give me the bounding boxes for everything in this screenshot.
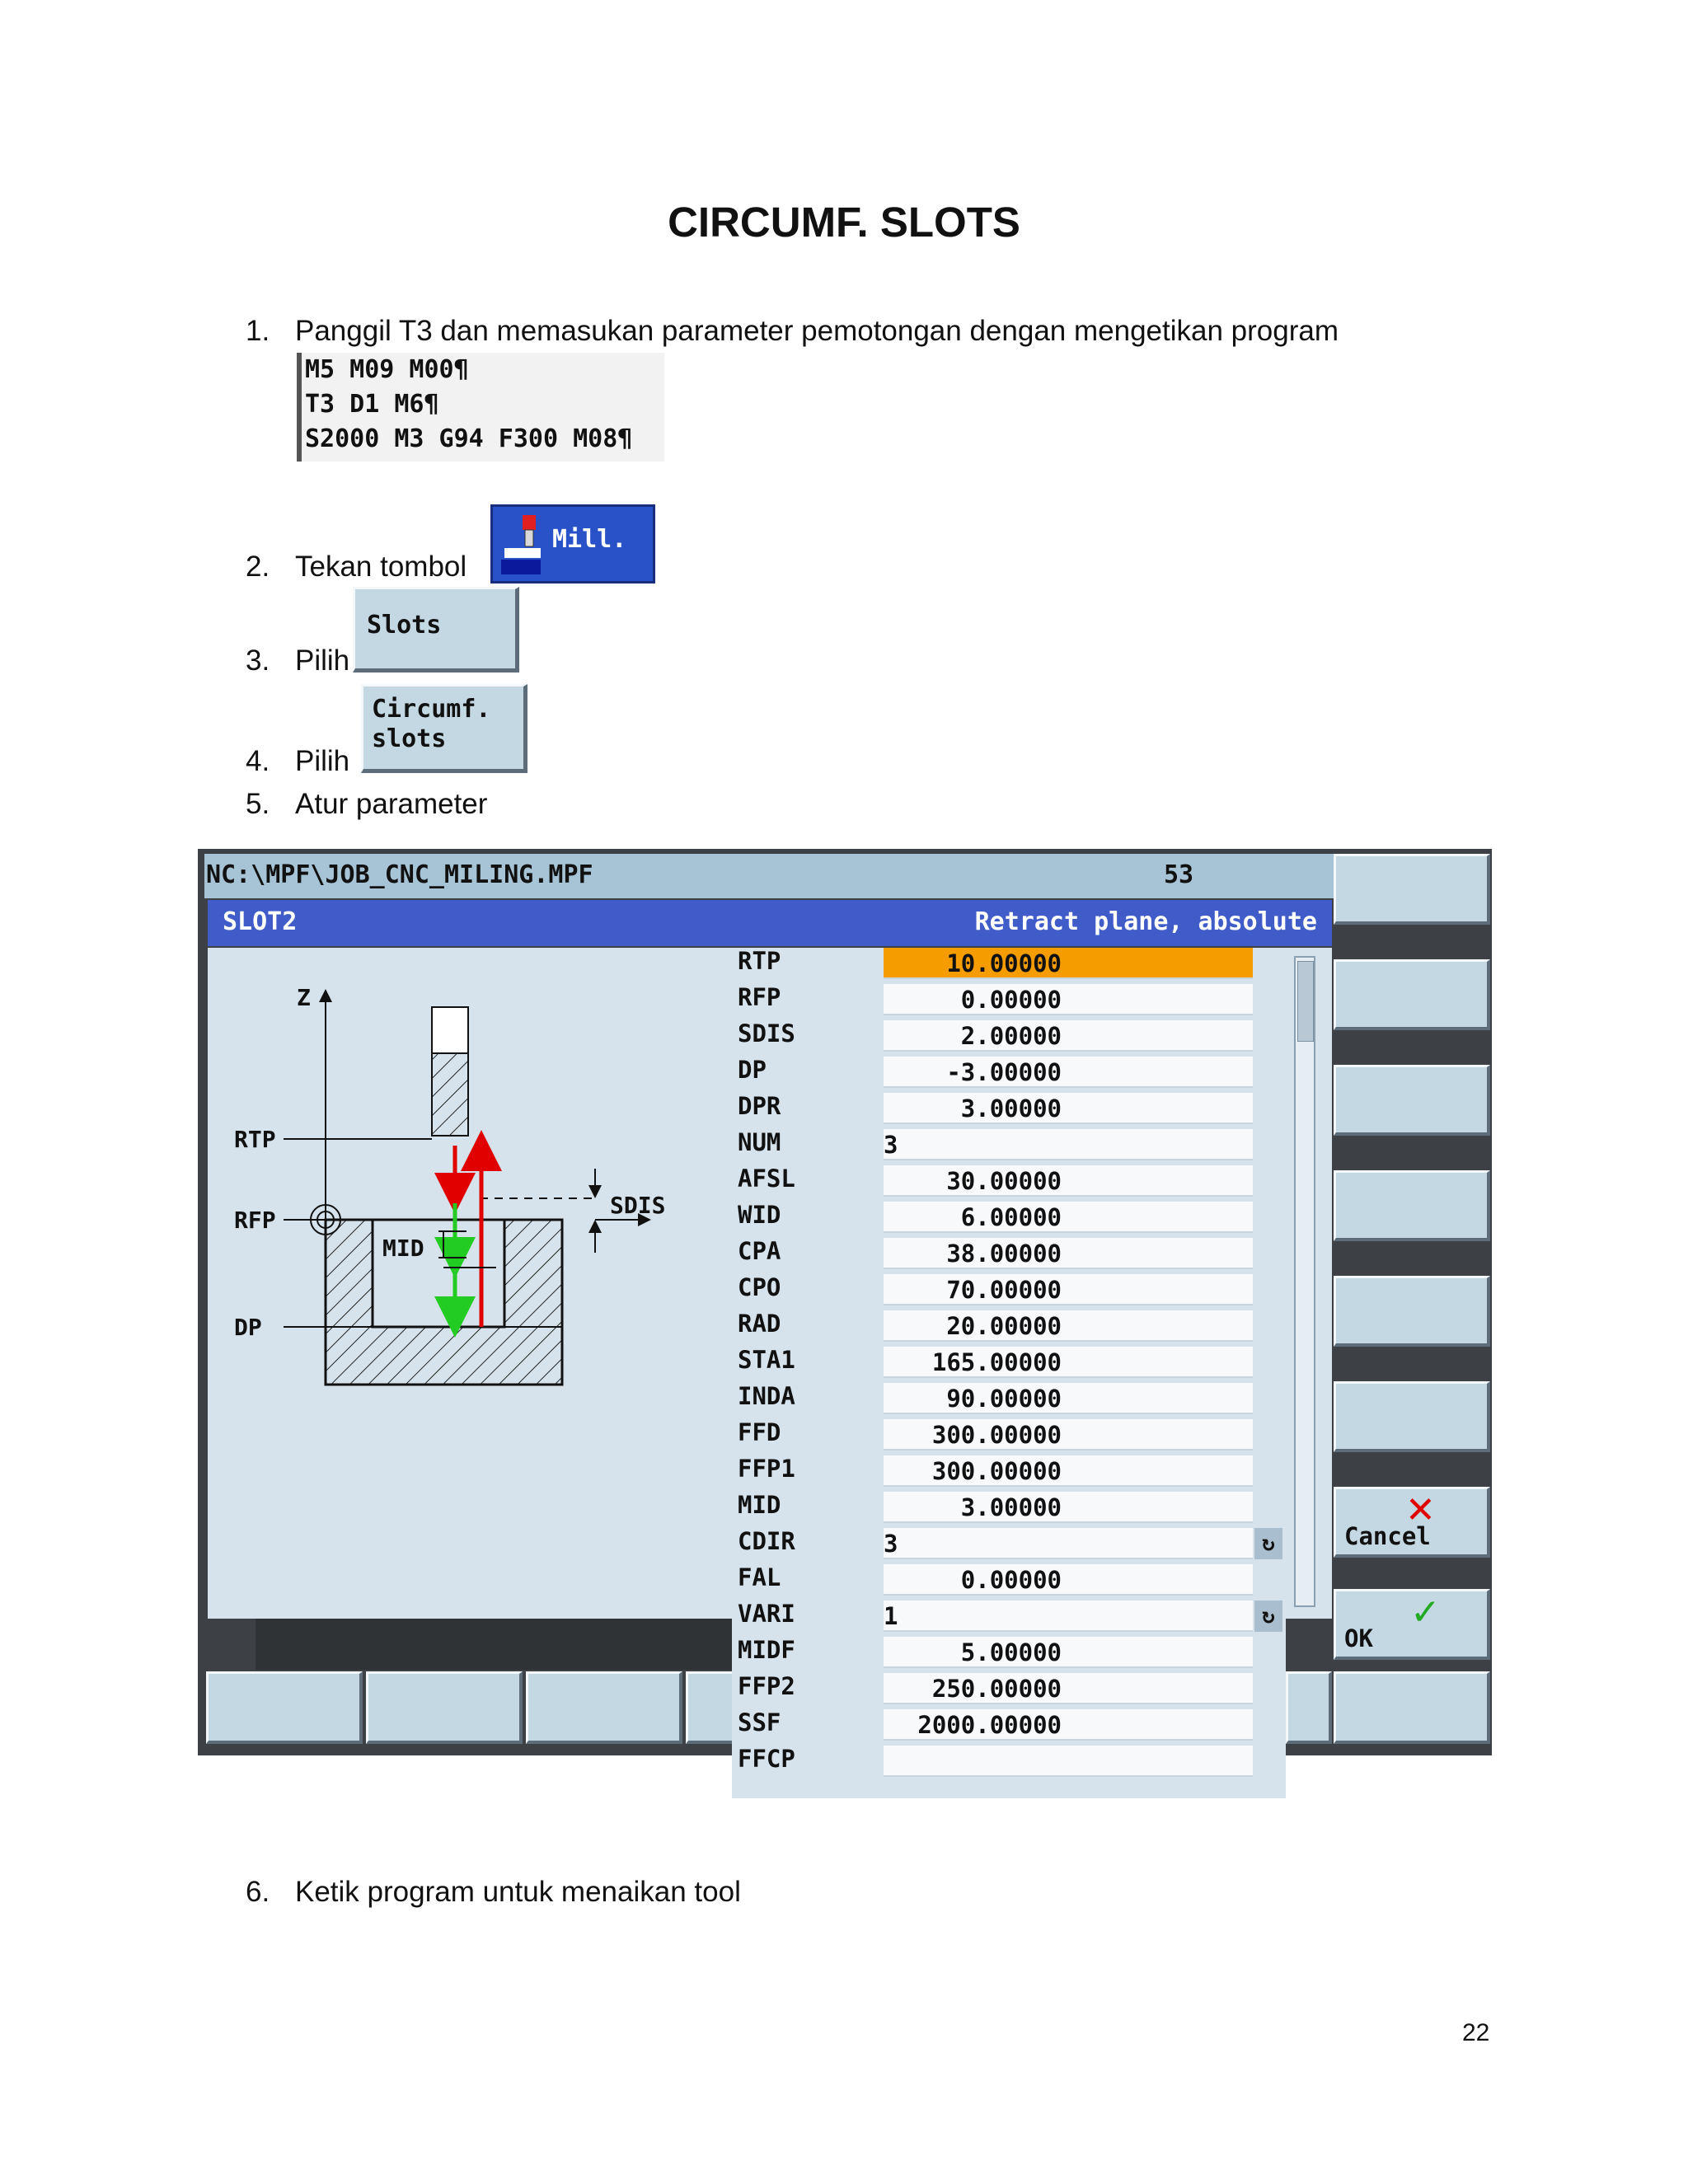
- param-label: FFP2: [738, 1672, 795, 1700]
- sdis-label: SDIS: [610, 1192, 666, 1219]
- parameter-scrollbar[interactable]: [1294, 956, 1315, 1607]
- param-ffp1-field[interactable]: 300.00000: [884, 1455, 1253, 1487]
- param-label: MID: [738, 1491, 781, 1519]
- param-ssf-field[interactable]: 2000.00000: [884, 1709, 1253, 1741]
- rfp-label: RFP: [234, 1207, 276, 1234]
- param-label: RAD: [738, 1310, 781, 1338]
- param-label: STA1: [738, 1346, 795, 1374]
- scrollbar-thumb[interactable]: [1297, 961, 1314, 1042]
- softkey-bottom-2[interactable]: [366, 1671, 523, 1744]
- param-label: VARI: [738, 1600, 795, 1628]
- param-midf-field[interactable]: 5.00000: [884, 1637, 1253, 1668]
- param-label: WID: [738, 1201, 781, 1229]
- softkey-right-4[interactable]: [1334, 1170, 1490, 1241]
- param-afsl-field[interactable]: 30.00000: [884, 1165, 1253, 1197]
- softkey-bottom-1[interactable]: [206, 1671, 363, 1744]
- code-line: S2000 M3 G94 F300 M08¶: [305, 424, 633, 453]
- param-label: INDA: [738, 1382, 795, 1410]
- page-title: CIRCUMF. SLOTS: [668, 199, 1020, 246]
- param-cdir-field[interactable]: 3: [884, 1528, 1253, 1559]
- param-label: DP: [738, 1056, 767, 1084]
- param-label: FFD: [738, 1418, 781, 1446]
- param-label: FAL: [738, 1563, 781, 1591]
- slots-button[interactable]: [353, 587, 519, 673]
- param-dp-field[interactable]: -3.00000: [884, 1057, 1253, 1088]
- param-vari-field[interactable]: 1: [884, 1601, 1253, 1632]
- dp-label: DP: [234, 1314, 262, 1341]
- softkey-bottom-3[interactable]: [526, 1671, 682, 1744]
- param-label: AFSL: [738, 1165, 795, 1193]
- step-text: Ketik program untuk menaikan tool: [295, 1876, 741, 1908]
- param-mid-field[interactable]: 3.00000: [884, 1492, 1253, 1523]
- circumf-slots-button-label-line2: slots: [372, 724, 447, 753]
- param-label: CPO: [738, 1273, 781, 1301]
- param-rad-field[interactable]: 20.00000: [884, 1310, 1253, 1342]
- softkey-right-3[interactable]: [1334, 1065, 1490, 1136]
- param-cpo-field[interactable]: 70.00000: [884, 1274, 1253, 1305]
- param-label: DPR: [738, 1092, 781, 1120]
- mill-tool-icon: [501, 512, 547, 578]
- step-text: Tekan tombol: [295, 551, 467, 583]
- softkey-right-6[interactable]: [1334, 1381, 1490, 1452]
- code-line: M5 M09 M00¶: [305, 355, 469, 384]
- circumf-slots-button[interactable]: [361, 684, 528, 773]
- param-rtp-field[interactable]: 10.00000: [884, 948, 1253, 979]
- rtp-label: RTP: [234, 1126, 276, 1153]
- ok-label: OK: [1344, 1624, 1373, 1652]
- param-ffd-field[interactable]: 300.00000: [884, 1419, 1253, 1451]
- vari-toggle-icon[interactable]: ↻: [1254, 1601, 1282, 1632]
- cycle-name: SLOT2: [223, 907, 298, 936]
- softkey-right-1[interactable]: [1334, 854, 1490, 925]
- step-text: Atur parameter: [295, 788, 488, 820]
- step-number: 2.: [246, 551, 270, 583]
- slots-button-label: Slots: [367, 611, 442, 640]
- step-number: 6.: [246, 1876, 270, 1908]
- code-block: [297, 353, 664, 462]
- param-label: RTP: [738, 947, 781, 975]
- circumf-slots-button-label-line1: Circumf.: [372, 695, 491, 724]
- softkey-bottom-8[interactable]: [1334, 1671, 1490, 1744]
- param-label: MIDF: [738, 1636, 795, 1664]
- param-sta1-field[interactable]: 165.00000: [884, 1347, 1253, 1378]
- step-number: 3.: [246, 644, 270, 677]
- param-label: SSF: [738, 1708, 781, 1736]
- cdir-toggle-icon[interactable]: ↻: [1254, 1528, 1282, 1559]
- param-ffp2-field[interactable]: 250.00000: [884, 1673, 1253, 1704]
- step-number: 4.: [246, 745, 270, 777]
- mill-button-label: Mill.: [552, 525, 627, 554]
- cancel-button[interactable]: [1334, 1487, 1490, 1558]
- code-line: T3 D1 M6¶: [305, 390, 439, 419]
- step-text: Pilih: [295, 644, 350, 677]
- param-label: SDIS: [738, 1019, 795, 1047]
- line-number: 53: [1164, 860, 1194, 889]
- step-number: 1.: [246, 315, 270, 347]
- program-header: [204, 854, 1334, 898]
- param-rfp-field[interactable]: 0.00000: [884, 984, 1253, 1015]
- program-path: NC:\MPF\JOB_CNC_MILING.MPF: [206, 860, 593, 889]
- step-text: Pilih: [295, 745, 350, 777]
- slot-diagram: [208, 948, 735, 1409]
- softkey-right-5[interactable]: [1334, 1276, 1490, 1347]
- param-inda-field[interactable]: 90.00000: [884, 1383, 1253, 1414]
- param-label: NUM: [738, 1128, 781, 1156]
- param-cpa-field[interactable]: 38.00000: [884, 1238, 1253, 1269]
- param-label: FFCP: [738, 1745, 795, 1773]
- param-num-field[interactable]: 3: [884, 1129, 1253, 1160]
- softkey-bottom-7[interactable]: [1286, 1671, 1332, 1744]
- cancel-icon: ✕: [1405, 1489, 1436, 1531]
- step-number: 5.: [246, 788, 270, 820]
- param-label: RFP: [738, 983, 781, 1011]
- param-label: FFP1: [738, 1455, 795, 1483]
- field-hint: Retract plane, absolute: [974, 907, 1317, 936]
- softkey-bottom-4[interactable]: [686, 1671, 735, 1744]
- softkey-right-2[interactable]: [1334, 959, 1490, 1030]
- param-wid-field[interactable]: 6.00000: [884, 1202, 1253, 1233]
- page-number: 22: [1462, 2019, 1490, 2046]
- cancel-label: Cancel: [1344, 1522, 1431, 1550]
- ok-check-icon: ✓: [1410, 1591, 1441, 1633]
- mill-button[interactable]: [490, 504, 655, 583]
- param-dpr-field[interactable]: 3.00000: [884, 1093, 1253, 1124]
- param-label: CDIR: [738, 1527, 795, 1555]
- param-fal-field[interactable]: 0.00000: [884, 1564, 1253, 1596]
- z-axis-label: Z: [297, 984, 311, 1011]
- param-ffcp-field[interactable]: [884, 1746, 1253, 1777]
- param-sdis-field[interactable]: 2.00000: [884, 1020, 1253, 1052]
- step-text: Panggil T3 dan memasukan parameter pemotongan dengan mengetikan program: [295, 315, 1339, 347]
- cycle-title-bar: [208, 900, 1332, 946]
- param-label: CPA: [738, 1237, 781, 1265]
- ok-button[interactable]: [1334, 1589, 1490, 1660]
- mid-label: MID: [382, 1235, 424, 1262]
